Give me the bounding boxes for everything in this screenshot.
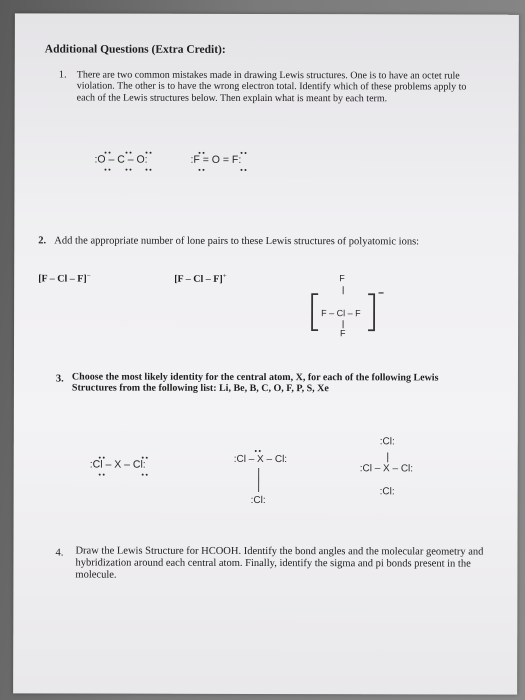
lone-pair-dot — [202, 169, 204, 171]
worksheet-page — [13, 13, 519, 694]
lone-pair-dot — [142, 474, 144, 476]
lone-pair-dot — [145, 169, 147, 171]
q2-ion-3-middle: F – Cl – F — [321, 308, 361, 319]
lone-pair-dot — [126, 152, 128, 154]
q1-number: 1. — [58, 69, 67, 81]
lone-pair-dot — [259, 450, 261, 452]
q2-ion-3-bottom-f: F — [340, 328, 346, 339]
q3-number: 3. — [55, 373, 64, 385]
lone-pair-dot — [99, 474, 101, 476]
q1-structure-1-text: :O – C – O: — [94, 153, 148, 166]
lone-pair-dot — [142, 457, 144, 459]
q2-ion-1-charge: − — [86, 271, 91, 280]
lone-pair-dot — [255, 450, 257, 452]
lone-pair-dot — [150, 152, 152, 154]
lone-pair-dot — [241, 152, 243, 154]
lone-pair-dot — [146, 474, 148, 476]
q3-structure-2-bond — [257, 468, 261, 492]
lone-pair-dot — [130, 152, 132, 154]
lone-pair-dot — [240, 169, 242, 171]
lone-pair-dot — [146, 152, 148, 154]
q3-structure-3-bond — [386, 452, 390, 462]
q3-text: Choose the most likely identity for the central atom, X, for each of the following Lewis Structures from the following list: Li, Be, B, C, O, F, P, S, Xe — [71, 371, 439, 395]
q3-structure-3-bottom: :Cl: — [379, 486, 395, 498]
page-heading: Additional Questions (Extra Credit): — [44, 43, 226, 56]
q2-ion-2 — [174, 272, 227, 285]
q3-structure-1-text: :Cl – X – Cl: — [89, 458, 146, 471]
q3-structure-2-bottom: :Cl: — [250, 494, 266, 506]
lone-pair-dot — [129, 169, 131, 171]
q1-structure-2-text: :F = O = F: — [190, 153, 242, 166]
lone-pair-dot — [245, 152, 247, 154]
lone-pair-dot — [198, 169, 200, 171]
lone-pair-dot — [199, 152, 201, 154]
q3-structure-2-main: :Cl – X – Cl: — [233, 453, 288, 466]
lone-pair-dot — [103, 474, 105, 476]
q2-ion-2-formula: [F – Cl – F] — [174, 273, 223, 285]
q2-text: Add the appropriate number of lone pairs to these Lewis structures of polyatomic ions: — [54, 235, 420, 248]
lone-pair-dot — [108, 169, 110, 171]
q2-ion-1-formula: [F – Cl – F] — [38, 273, 87, 285]
q1-text: There are two common mistakes made in drawing Lewis structures. One is to have an octet rule violation. The other is to have the wrong electron total. Identify which of these problems apply to each of the Lewis structures below. Then explain what is meant by each term. — [76, 69, 467, 104]
q4-number: 4. — [55, 547, 64, 559]
q2-ion-3-charge: − — [378, 288, 385, 300]
q3-structure-3-top: :Cl: — [379, 436, 395, 448]
q3-structure-3-main: :Cl – X – Cl: — [359, 463, 414, 475]
lone-pair-dot — [104, 169, 106, 171]
q2-ion-1 — [38, 271, 91, 284]
lone-pair-dot — [203, 152, 205, 154]
lone-pair-dot — [105, 152, 107, 154]
lone-pair-dot — [125, 169, 127, 171]
lone-pair-dot — [99, 457, 101, 459]
lone-pair-dot — [146, 457, 148, 459]
lone-pair-dot — [109, 152, 111, 154]
q2-number: 2. — [38, 235, 47, 247]
lone-pair-dot — [244, 169, 246, 171]
q2-ion-3-top-f: F — [339, 273, 345, 284]
lone-pair-dot — [103, 457, 105, 459]
q2-ion-2-charge: + — [222, 271, 227, 280]
lone-pair-dot — [149, 169, 151, 171]
q4-text: Draw the Lewis Structure for HCOOH. Identify the bond angles and the molecular geometry and hybridization around each central atom. Finally, identify the sigma and pi bonds present in the molecule. — [75, 545, 484, 581]
